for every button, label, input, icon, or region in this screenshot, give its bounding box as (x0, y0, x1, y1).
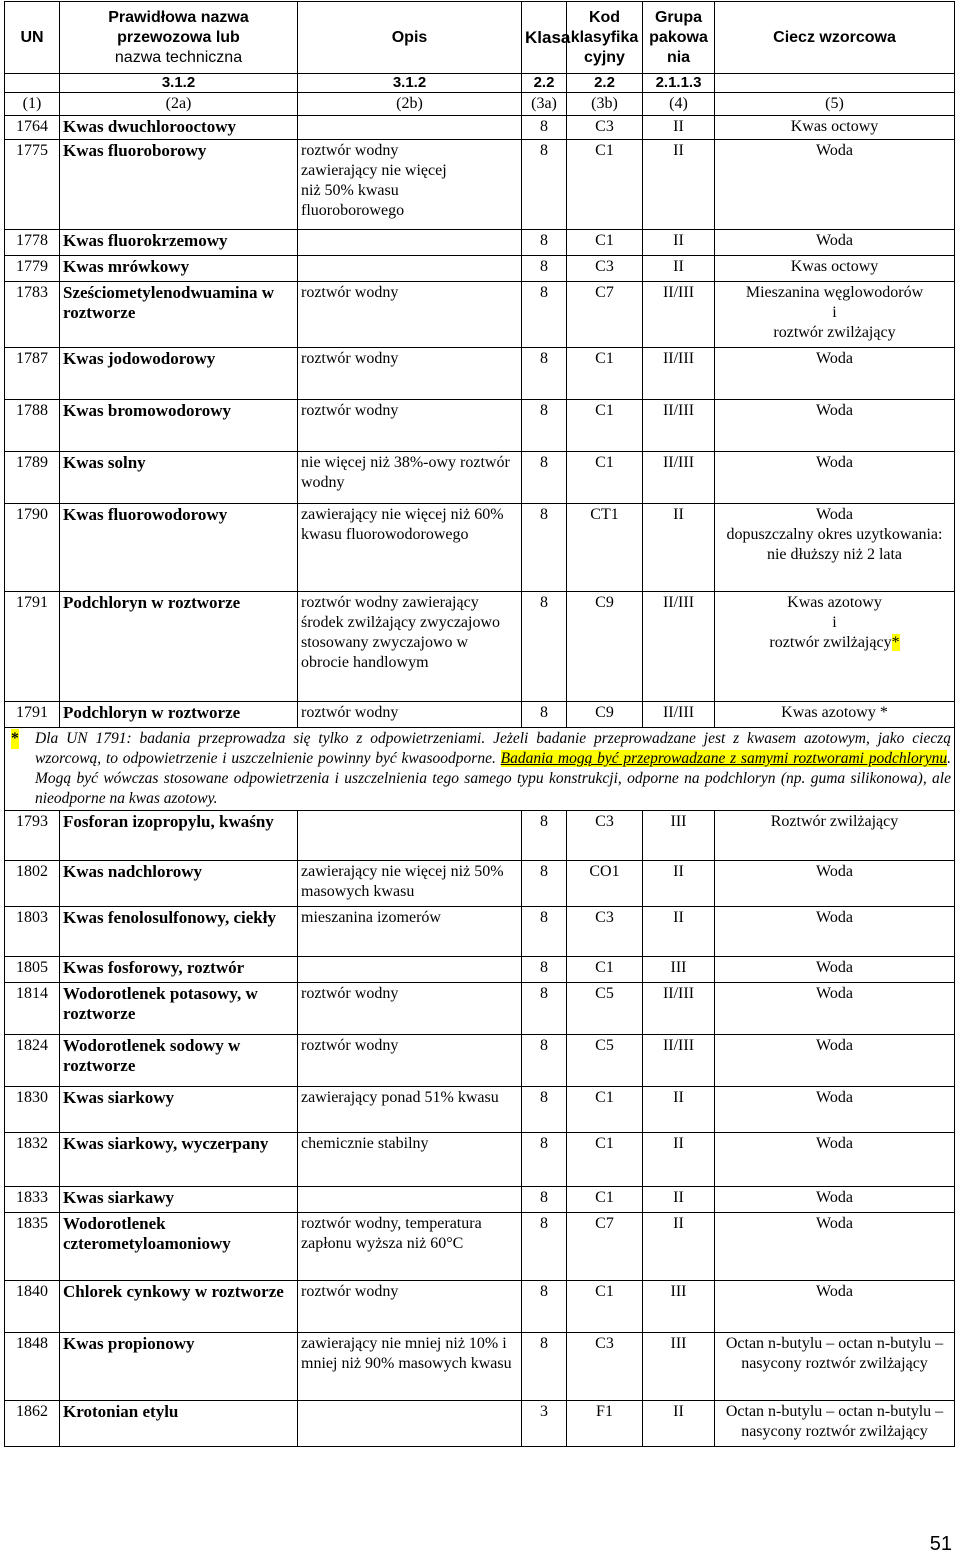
table-row: 1840 Chlorek cynkowy w roztworze roztwór wodny 8 C1 III Woda (5, 1281, 955, 1333)
table-row: 1833 Kwas siarkawy 8 C1 II Woda (5, 1187, 955, 1213)
table-row: 1791 Podchloryn w roztworze roztwór wodny zawierający środek zwilżający zwyczajowo stosowany zwyczajowo w obrocie handlowym 8 C9 II/III Kwas azotowy i roztwór zwilżający* (5, 592, 955, 702)
header-kod: Kod klasyfika cyjny (567, 2, 643, 74)
ref-name: 3.1.2 (60, 74, 298, 93)
footnote-highlight: Badania mogą być przeprowadzane z samymi roztworami podchlorynu (500, 750, 948, 767)
footnote-row (5, 728, 955, 811)
header-klasa: Klasa (522, 2, 567, 74)
header-ciecz: Ciecz wzorcowa (715, 2, 955, 74)
table-row: 1775 Kwas fluoroborowy roztwór wodny zawierający nie więcej niż 50% kwasu fluoroborowego 8 C1 II Woda (5, 140, 955, 230)
table-row: 1793 Fosforan izopropylu, kwaśny 8 C3 III Roztwór zwilżający (5, 811, 955, 861)
header-name: Prawidłowa nazwa przewozowa lub nazwa techniczna (60, 2, 298, 74)
table-row: 1791 Podchloryn w roztworze roztwór wodny 8 C9 II/III Kwas azotowy * (5, 702, 955, 728)
table-row: 1848 Kwas propionowy zawierający nie mniej niż 10% i mniej niż 90% masowych kwasu 8 C3 III Octan n-butylu – octan n-butylu –nasycony roztwór zwilżający (5, 1333, 955, 1401)
table-row: 1802 Kwas nadchlorowy zawierający nie więcej niż 50% masowych kwasu 8 CO1 II Woda (5, 861, 955, 907)
table-row: 1779 Kwas mrówkowy 8 C3 II Kwas octowy (5, 256, 955, 282)
ref-kod: 2.2 (567, 74, 643, 93)
header-opis: Opis (298, 2, 522, 74)
ref-opis: 3.1.2 (298, 74, 522, 93)
reference-row (5, 74, 955, 93)
header-row (5, 2, 955, 74)
header-grupa: Grupa pakowa nia (643, 2, 715, 74)
header-un: UN (5, 2, 60, 74)
footnote-text-1: Dla UN 1791: badania przeprowadza się tylko z odpowietrzeniami. Jeżeli badanie przeprowadzane jest z kwasem azotowym, jako cieczą wzorcową, to odpowietrzenie i uszczelnienie powinny być kwasoodporne. (35, 730, 951, 767)
table-row: 1830 Kwas siarkowy zawierający ponad 51% kwasu 8 C1 II Woda (5, 1087, 955, 1133)
table-row: 1764 Kwas dwuchlorooctowy 8 C3 II Kwas octowy (5, 116, 955, 140)
table-row: 1788 Kwas bromowodorowy roztwór wodny 8 C1 II/III Woda (5, 400, 955, 452)
table-row: 1789 Kwas solny nie więcej niż 38%-owy roztwór wodny 8 C1 II/III Woda (5, 452, 955, 504)
table-row: 1778 Kwas fluorokrzemowy 8 C1 II Woda (5, 230, 955, 256)
table-row: 1862 Krotonian etylu 3 F1 II Octan n-butylu – octan n-butylu –nasycony roztwór zwilżający (5, 1401, 955, 1447)
footnote-marker: * (891, 634, 900, 651)
table-row: 1824 Wodorotlenek sodowy w roztworze roztwór wodny 8 C5 II/III Woda (5, 1035, 955, 1087)
table-row: 1790 Kwas fluorowodorowy zawierający nie więcej niż 60% kwasu fluorowodorowego 8 CT1 II Woda dopuszczalny okres uzytkowania: nie dłuższy niż 2 lata (5, 504, 955, 592)
table-row: 1832 Kwas siarkowy, wyczerpany chemicznie stabilny 8 C1 II Woda (5, 1133, 955, 1187)
footnote-star: * (11, 730, 19, 747)
table-row: 1787 Kwas jodowodorowy roztwór wodny 8 C1 II/III Woda (5, 348, 955, 400)
page-number: 51 (929, 1533, 952, 1555)
footnote-text-2: . Mogą być wówczas stosowane odpowietrzenia i uszczelnienia tego samego typu konstrukcji, odporne na podchloryn (np. guma silikonowa), ale nieodporne na kwas azotowy. (35, 750, 951, 807)
table-row: 1783 Sześciometylenodwuamina w roztworze roztwór wodny 8 C7 II/III Mieszanina węglowodorów i roztwór zwilżający (5, 282, 955, 348)
table-row: 1805 Kwas fosforowy, roztwór 8 C1 III Woda (5, 957, 955, 983)
ref-grupa: 2.1.1.3 (643, 74, 715, 93)
table-row: 1814 Wodorotlenek potasowy, w roztworze roztwór wodny 8 C5 II/III Woda (5, 983, 955, 1035)
table-row: 1803 Kwas fenolosulfonowy, ciekły mieszanina izomerów 8 C3 II Woda (5, 907, 955, 957)
dangerous-goods-table (4, 1, 955, 1447)
column-number-row: (1) (2a) (2b) (3a) (3b) (4) (5) (5, 93, 955, 116)
table-row: 1835 Wodorotlenek czterometyloamoniowy roztwór wodny, temperatura zapłonu wyższa niż 60°C 8 C7 II Woda (5, 1213, 955, 1281)
ref-klasa: 2.2 (522, 74, 567, 93)
